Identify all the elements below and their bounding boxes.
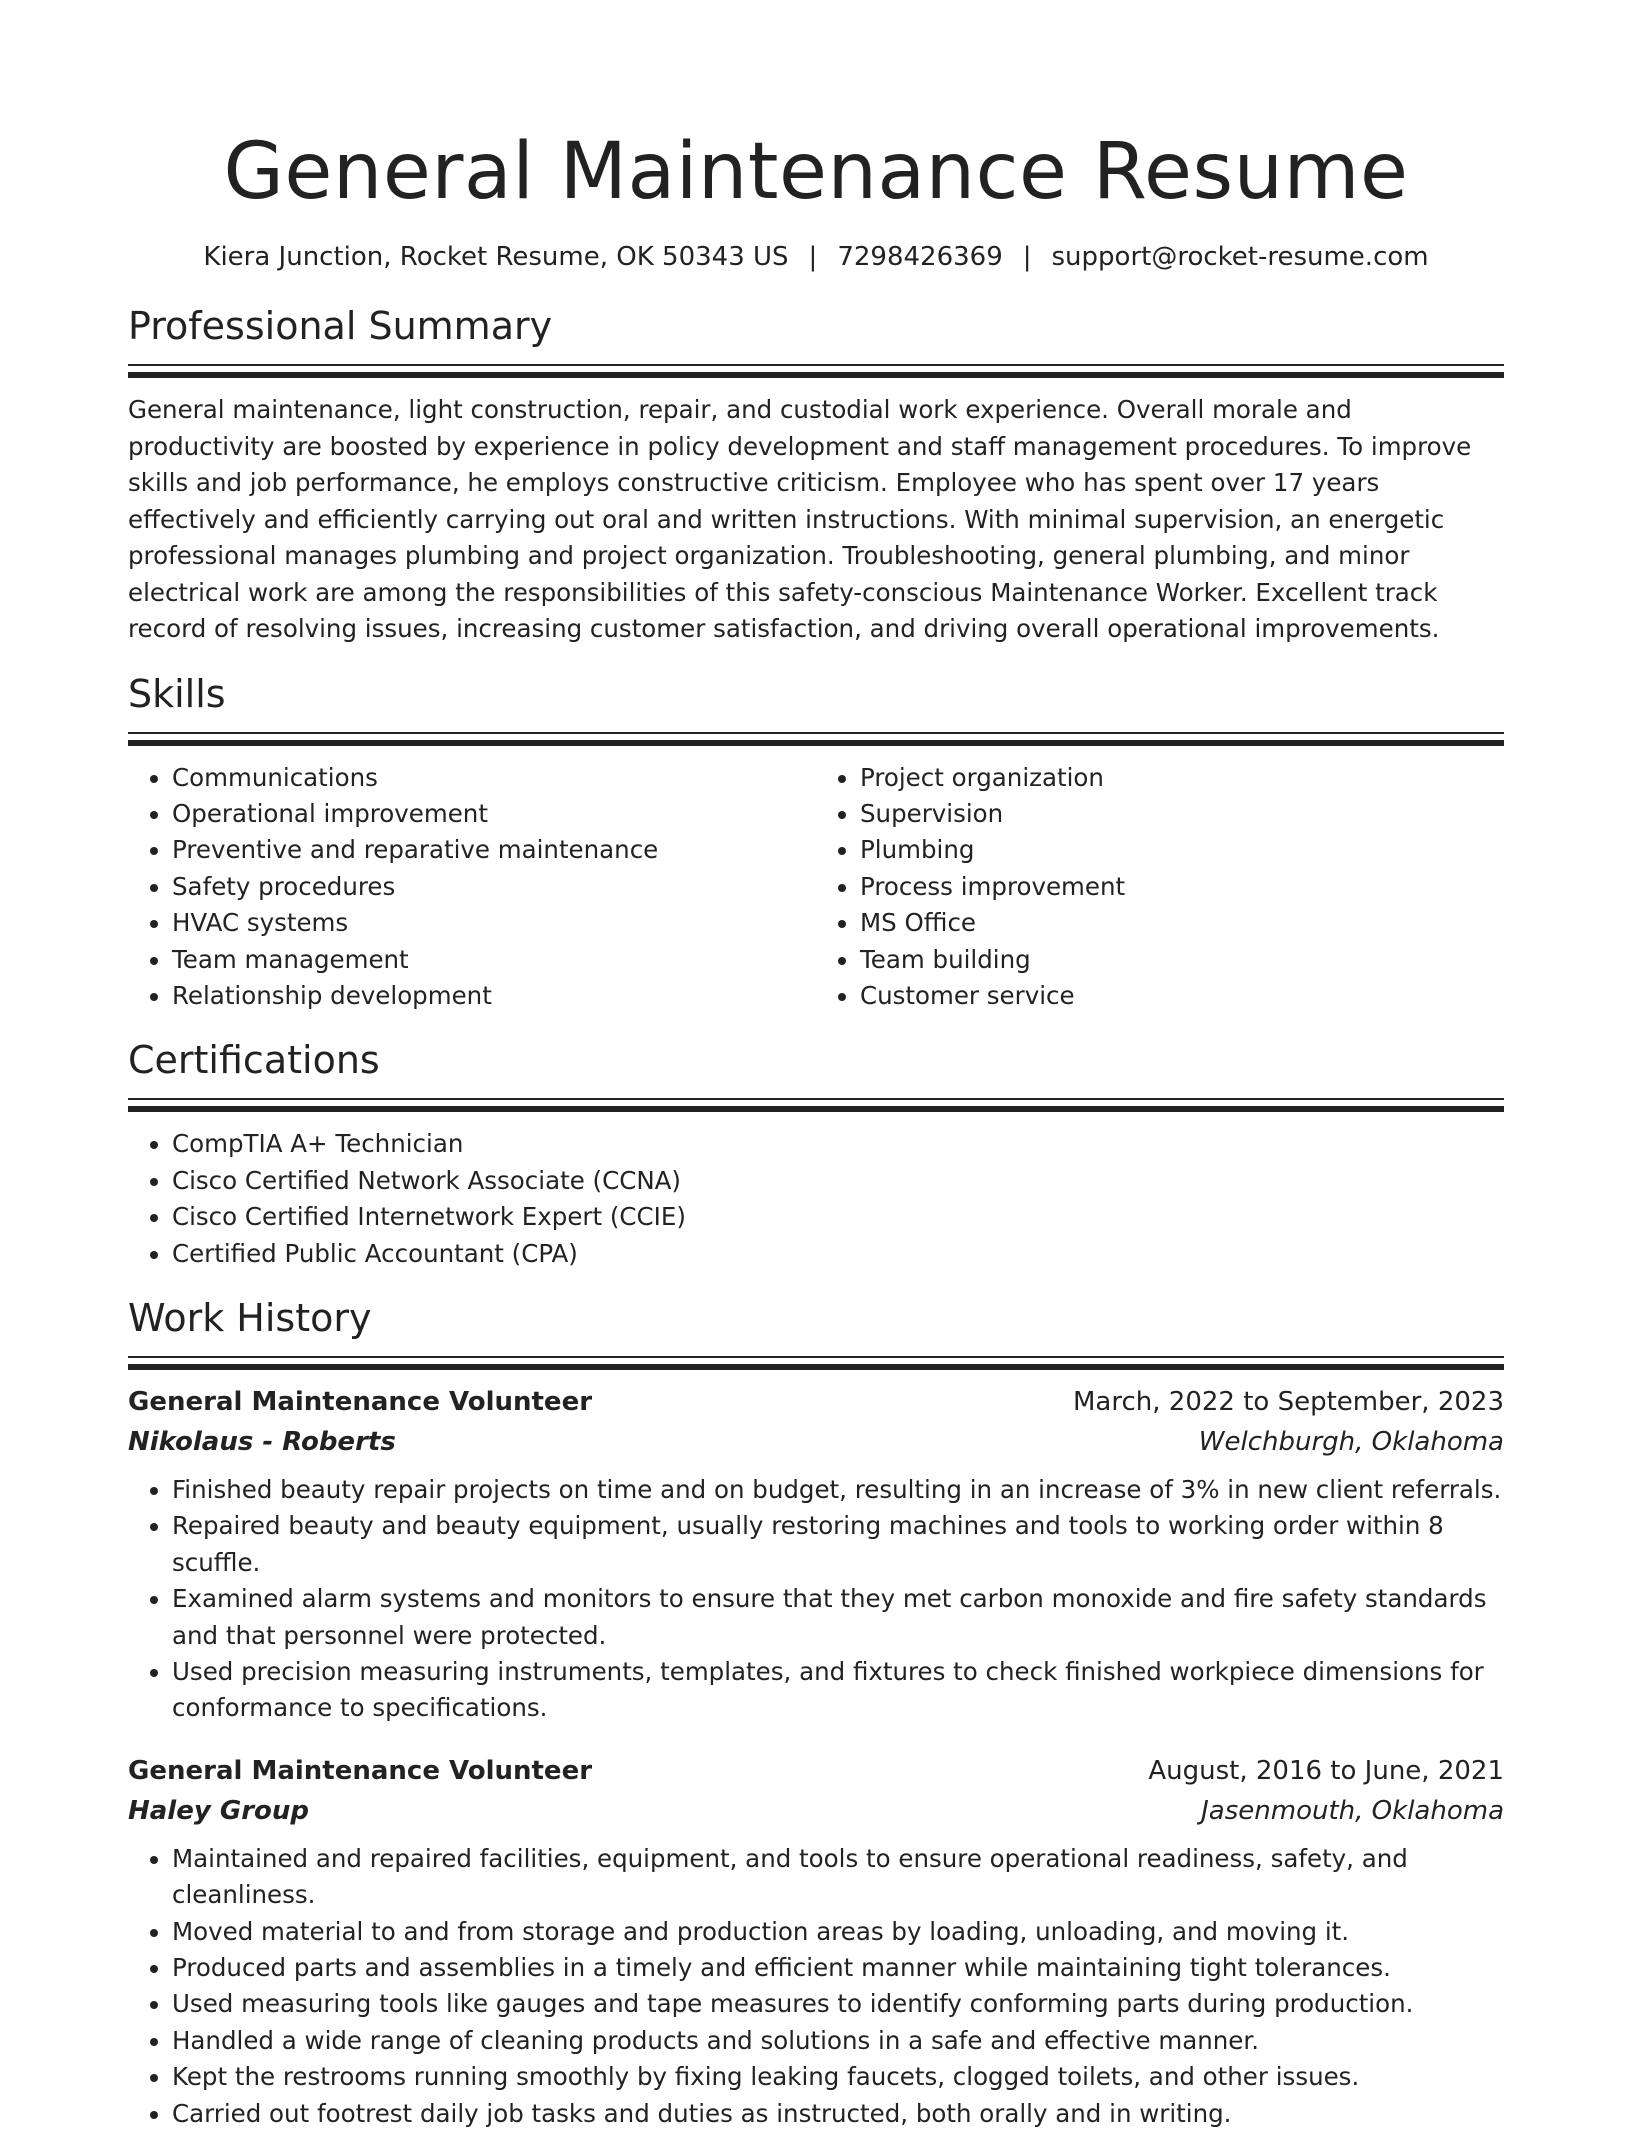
job-location: Jasenmouth, Oklahoma	[1201, 1795, 1504, 1826]
skill-item: • Operational improvement	[172, 796, 816, 832]
certifications-heading: Certifications	[128, 1038, 380, 1083]
skill-item: • Project organization	[860, 760, 1504, 796]
job-header	[128, 1382, 1504, 1422]
work-history-heading: Work History	[128, 1295, 372, 1340]
job-bullets	[128, 1841, 1504, 2132]
job-bullet: • Examined alarm systems and monitors to ensure that they met carbon monoxide and fire safety standards and that personnel were protected.	[172, 1581, 1504, 1654]
job-entry	[128, 1382, 1504, 1727]
job-bullet: • Used precision measuring instruments, templates, and fixtures to check finished workpiece dimensions for conformance to specifications.	[172, 1654, 1504, 1727]
skills-section	[128, 670, 1504, 1015]
skill-item: • Relationship development	[172, 978, 816, 1014]
skill-item: • Plumbing	[860, 832, 1504, 868]
section-divider	[128, 1098, 1504, 1112]
contact-line	[128, 240, 1504, 274]
job-subheader	[128, 1791, 1504, 1831]
skill-item: • Customer service	[860, 978, 1504, 1014]
job-subheader	[128, 1422, 1504, 1462]
job-bullet: • Used measuring tools like gauges and tape measures to identify conforming parts during production.	[172, 1986, 1504, 2022]
certifications-list	[128, 1126, 1504, 1272]
job-title: General Maintenance Volunteer	[128, 1386, 593, 1417]
contact-address: Kiera Junction, Rocket Resume, OK 50343 US	[203, 242, 789, 272]
job-bullet: • Produced parts and assemblies in a timely and efficient manner while maintaining tight tolerances.	[172, 1950, 1504, 1986]
skill-item: • Supervision	[860, 796, 1504, 832]
page-title: General Maintenance Resume	[223, 127, 1409, 217]
job-bullet: • Carried out footrest daily job tasks and duties as instructed, both orally and in writing.	[172, 2096, 1504, 2132]
skills-grid	[128, 760, 1504, 1015]
job-bullet: • Finished beauty repair projects on time and on budget, resulting in an increase of 3% in new client referrals.	[172, 1472, 1504, 1508]
job-bullet: • Maintained and repaired facilities, equipment, and tools to ensure operational readiness, safety, and cleanliness.	[172, 1841, 1504, 1914]
job-title: General Maintenance Volunteer	[128, 1755, 593, 1786]
job-bullet: • Moved material to and from storage and production areas by loading, unloading, and moving it.	[172, 1914, 1504, 1950]
summary-section	[128, 302, 1504, 648]
certifications-section	[128, 1036, 1504, 1272]
job-company: Nikolaus - Roberts	[128, 1426, 396, 1457]
job-dates: August, 2016 to June, 2021	[1148, 1755, 1504, 1786]
certification-item: • Cisco Certified Network Associate (CCNA)	[172, 1163, 1504, 1199]
contact-separator: |	[1022, 242, 1032, 272]
certification-item: • Cisco Certified Internetwork Expert (CCIE)	[172, 1199, 1504, 1235]
job-dates: March, 2022 to September, 2023	[1073, 1386, 1504, 1417]
skill-item: • HVAC systems	[172, 905, 816, 941]
skill-item: • Process improvement	[860, 869, 1504, 905]
skill-item: • Safety procedures	[172, 869, 816, 905]
certification-item: • Certified Public Accountant (CPA)	[172, 1236, 1504, 1272]
section-divider	[128, 364, 1504, 378]
summary-heading: Professional Summary	[128, 304, 553, 348]
section-divider	[128, 1356, 1504, 1370]
skill-item: • Preventive and reparative maintenance	[172, 832, 816, 868]
contact-email: support@rocket-resume.com	[1051, 242, 1429, 272]
skills-list-right	[816, 760, 1504, 1015]
job-bullet: • Kept the restrooms running smoothly by fixing leaking faucets, clogged toilets, and other issues.	[172, 2059, 1504, 2095]
resume-page	[128, 0, 1504, 2132]
contact-phone: 7298426369	[837, 242, 1003, 272]
skills-list-left	[128, 760, 816, 1015]
job-bullet: • Handled a wide range of cleaning products and solutions in a safe and effective manner.	[172, 2023, 1504, 2059]
certification-item: • CompTIA A+ Technician	[172, 1126, 1504, 1162]
job-bullet: • Repaired beauty and beauty equipment, usually restoring machines and tools to working order within 8 scuffle.	[172, 1508, 1504, 1581]
job-header	[128, 1751, 1504, 1791]
skill-item: • MS Office	[860, 905, 1504, 941]
job-bullets	[128, 1472, 1504, 1727]
job-location: Welchburgh, Oklahoma	[1198, 1426, 1504, 1457]
summary-text: General maintenance, light construction, repair, and custodial work experience. Overall morale and productivity are boosted by experience in policy development and staff management procedures. To improve skills and job performance, he employs constructive criticism. Employee who has spent over 17 years effectively and efficiently carrying out oral and written instructions. With minimal supervision, an energetic professional manages plumbing and project organization. Troubleshooting, general plumbing, and minor electrical work are among the responsibilities of this safety-conscious Maintenance Worker. Excellent track record of resolving issues, increasing customer satisfaction, and driving overall operational improvements.	[128, 395, 1472, 643]
contact-separator: |	[808, 242, 818, 272]
work-history-section	[128, 1294, 1504, 2132]
skill-item: • Communications	[172, 760, 816, 796]
job-entry	[128, 1751, 1504, 2132]
job-company: Haley Group	[128, 1795, 309, 1826]
section-divider	[128, 732, 1504, 746]
skills-heading: Skills	[128, 671, 226, 716]
skill-item: • Team management	[172, 942, 816, 978]
skill-item: • Team building	[860, 942, 1504, 978]
